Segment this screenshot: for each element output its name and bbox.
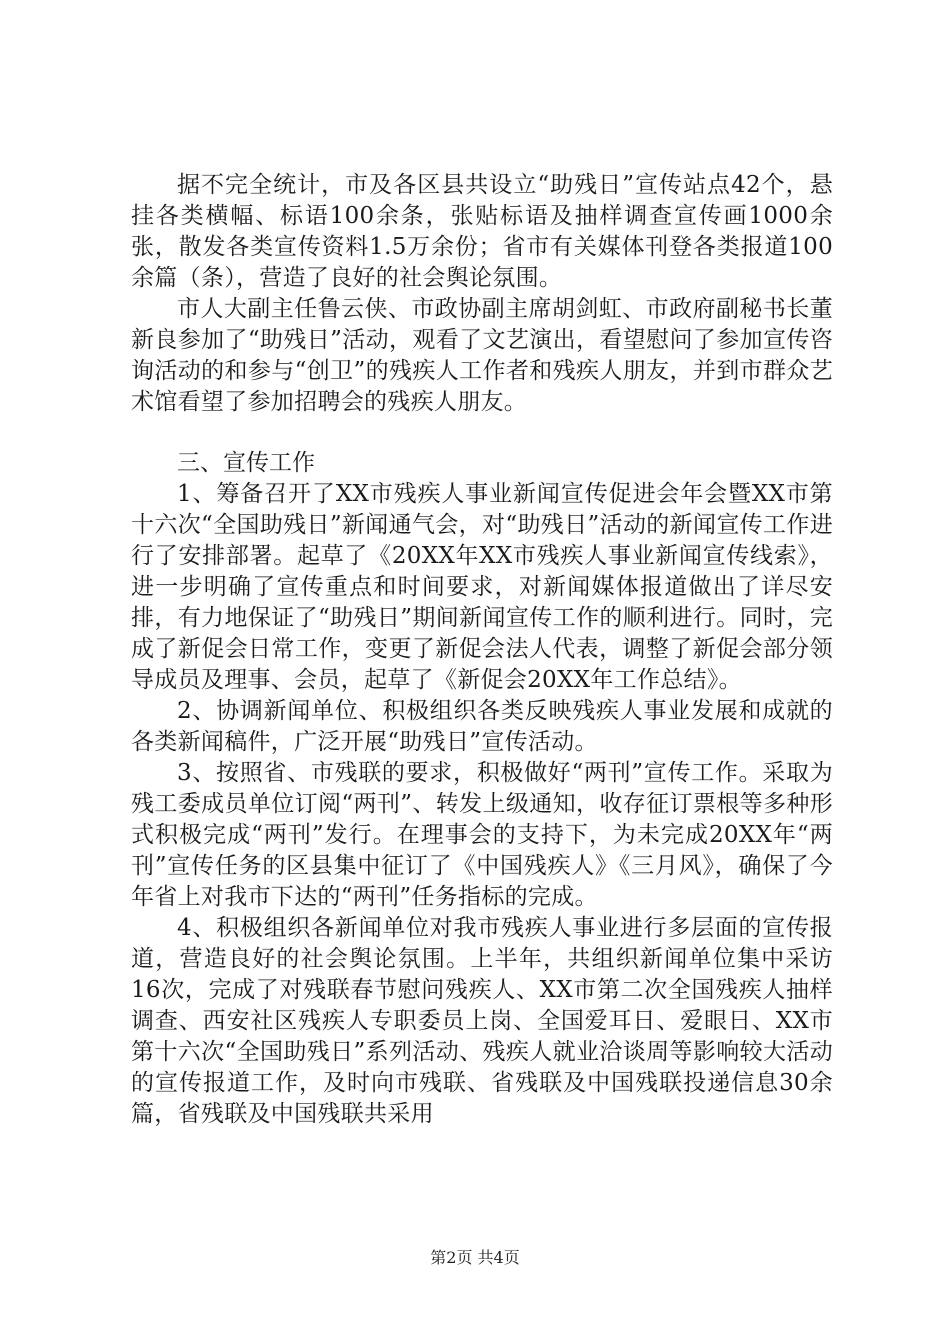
page-footer: 第2页 共4页 <box>430 1248 520 1267</box>
paragraph-spacer <box>131 418 833 448</box>
paragraph-officials-visit: 市人大副主任鲁云侠、市政协副主席胡剑虹、市政府副秘书长董新良参加了“助残日”活动，观看了文艺演出，看望慰问了参加宣传咨询活动的和参与“创卫”的残疾人工作者和残疾人朋友，并到市群众艺术馆看望了参加招聘会的残疾人朋友。 <box>131 296 833 415</box>
section-heading: 三、宣传工作 <box>177 450 315 476</box>
paragraph-item-1: 1、筹备召开了XX市残疾人事业新闻宣传促进会年会暨XX市第十六次“全国助残日”新闻通气会，对“助残日”活动的新闻宣传工作进行了安排部署。起草了《20XX年XX市残疾人事业新闻宣传线索》，进一步明确了宣传重点和时间要求，对新闻媒体报道做出了详尽安排，有力地保证了“助残日”期间新闻宣传工作的顺利进行。同时，完成了新促会日常工作，变更了新促会法人代表，调整了新促会部分领导成员及理事、会员，起草了《新促会20XX年工作总结》。 <box>131 481 833 693</box>
paragraph-item-4: 4、积极组织各新闻单位对我市残疾人事业进行多层面的宣传报道，营造良好的社会舆论氛围。上半年，共组织新闻单位集中采访16次，完成了对残联春节慰问残疾人、XX市第二次全国残疾人抽样调查、西安社区残疾人专职委员上岗、全国爱耳日、爱眼日、XX市第十六次“全国助残日”系列活动、残疾人就业洽谈周等影响较大活动的宣传报道工作，及时向市残联、省残联及中国残联投递信息30余篇，省残联及中国残联共采用 <box>131 915 833 1127</box>
paragraph-statistics: 据不完全统计，市及各区县共设立“助残日”宣传站点42个，悬挂各类横幅、标语100余条，张贴标语及抽样调查宣传画1000余张，散发各类宣传资料1.5万余份；省市有关媒体刊登各类报道100余篇（条），营造了良好的社会舆论氛围。 <box>131 172 833 291</box>
paragraph-item-2: 2、协调新闻单位、积极组织各类反映残疾人事业发展和成就的各类新闻稿件，广泛开展“助残日”宣传活动。 <box>131 698 833 755</box>
document-body <box>131 170 833 1130</box>
paragraph-item-3: 3、按照省、市残联的要求，积极做好“两刊”宣传工作。采取为残工委成员单位订阅“两刊”、转发上级通知，收存征订票根等多种形式积极完成“两刊”发行。在理事会的支持下，为未完成20XX年“两刊”宣传任务的区县集中征订了《中国残疾人》《三月风》，确保了今年省上对我市下达的“两刊”任务指标的完成。 <box>131 760 833 910</box>
